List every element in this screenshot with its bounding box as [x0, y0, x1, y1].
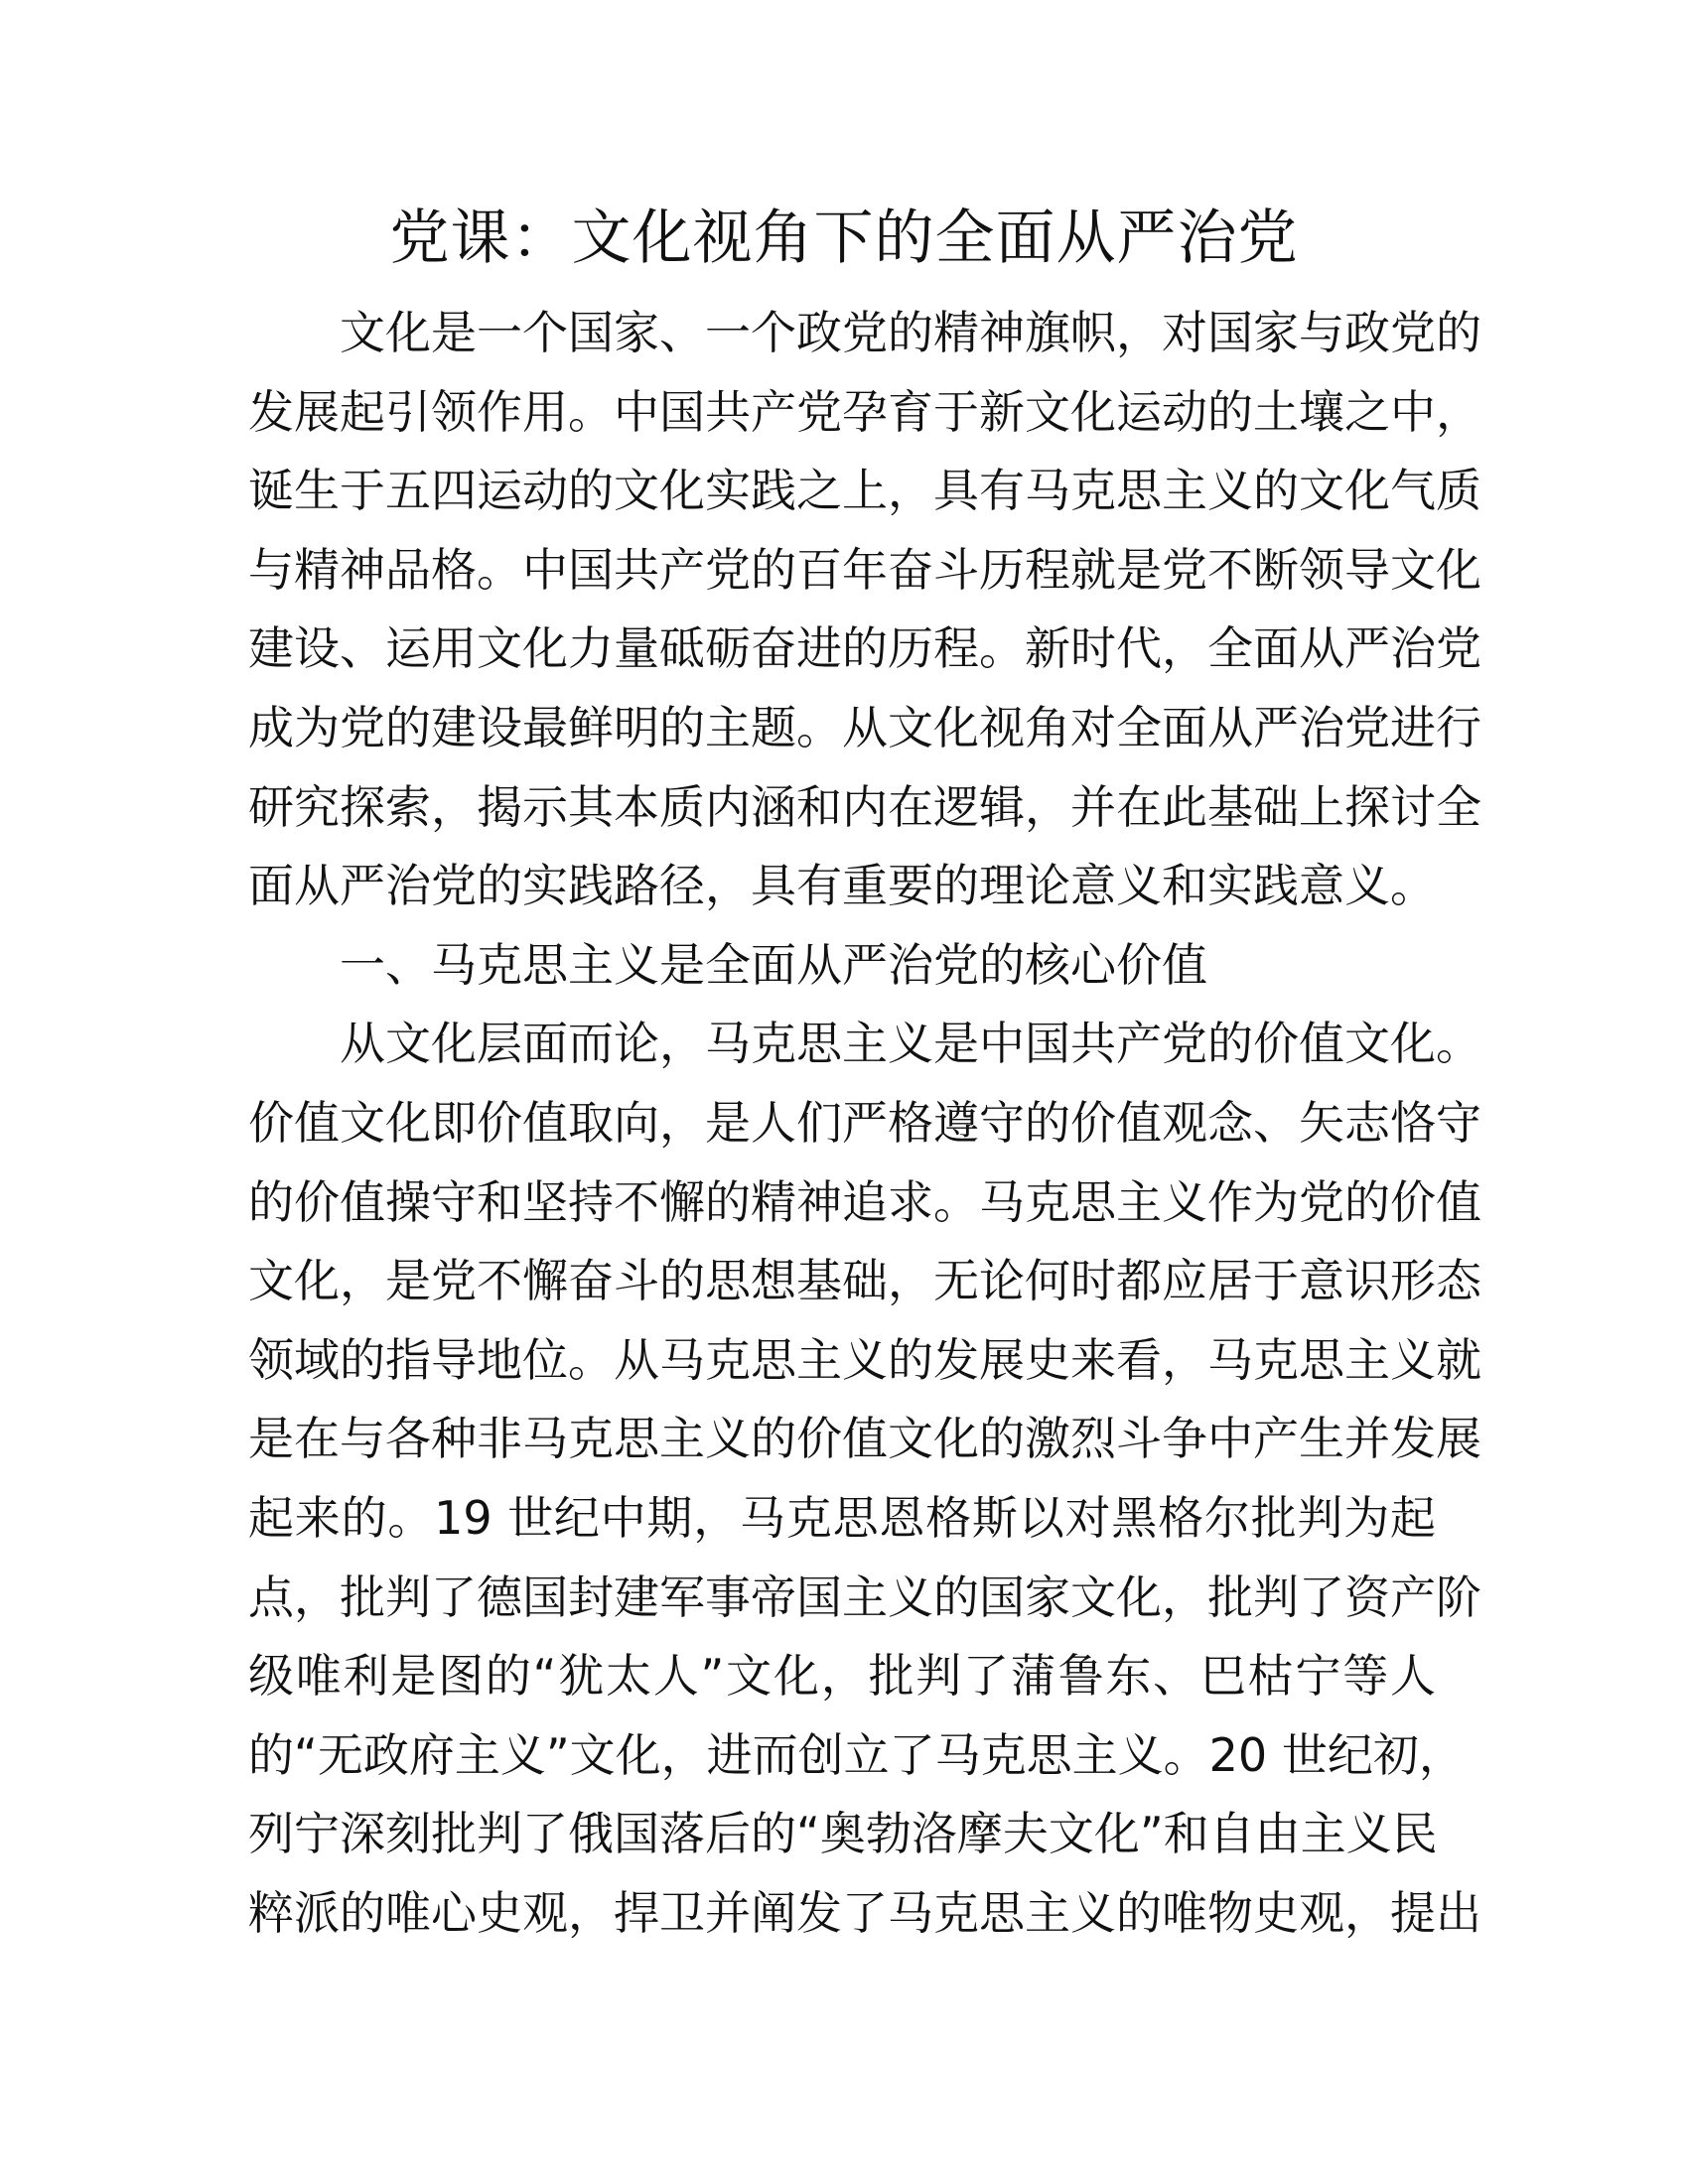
text-line: 成为党的建设最鲜明的主题。从文化视角对全面从严治党进行: [248, 700, 1481, 754]
section-heading: 一、马克思主义是全面从严治党的核心价值: [340, 937, 1207, 992]
text-line: 诞生于五四运动的文化实践之上，具有马克思主义的文化气质: [248, 464, 1481, 518]
page-title: 党课：文化视角下的全面从严治党: [389, 204, 1299, 273]
body-text: [248, 294, 1481, 1953]
text-line: 领域的指导地位。从马克思主义的发展史来看，马克思主义就: [248, 1332, 1481, 1387]
text-line: 是在与各种非马克思主义的价值文化的激烈斗争中产生并发展: [248, 1412, 1481, 1466]
text-line: 级唯利是图的“犹太人”文化，批判了蒲鲁东、巴枯宁等人: [248, 1649, 1436, 1704]
text-line: 建设、运用文化力量砥砺奋进的历程。新时代，全面从严治党: [248, 621, 1481, 676]
text-line: 发展起引领作用。中国共产党孕育于新文化运动的土壤之中，: [248, 384, 1481, 439]
text-line: 与精神品格。中国共产党的百年奋斗历程就是党不断领导文化: [248, 542, 1481, 597]
text-line: 研究探索，揭示其本质内涵和内在逻辑，并在此基础上探讨全: [248, 779, 1481, 834]
text-line: 的“无政府主义”文化，进而创立了马克思主义。20 世纪初，: [248, 1727, 1465, 1782]
text-line: 面从严治党的实践路径，具有重要的理论意义和实践意义。: [248, 859, 1436, 913]
text-line: 文化是一个国家、一个政党的精神旗帜，对国家与政党的: [340, 306, 1481, 359]
text-line: 文化，是党不懈奋斗的思想基础，无论何时都应居于意识形态: [248, 1254, 1481, 1308]
text-line: 的价值操守和坚持不懈的精神追求。马克思主义作为党的价值: [248, 1174, 1481, 1229]
text-line: 起来的。19 世纪中期，马克思恩格斯以对黑格尔批判为起: [248, 1490, 1436, 1545]
text-line: 列宁深刻批判了俄国落后的“奥勃洛摩夫文化”和自由主义民: [248, 1807, 1438, 1861]
text-line: 价值文化即价值取向，是人们严格遵守的价值观念、矢志恪守: [248, 1095, 1481, 1150]
text-line: 粹派的唯心史观，捍卫并阐发了马克思主义的唯物史观，提出: [248, 1885, 1481, 1940]
text-line: 点，批判了德国封建军事帝国主义的国家文化，批判了资产阶: [248, 1570, 1481, 1624]
text-line: 从文化层面而论，马克思主义是中国共产党的价值文化。: [340, 1017, 1481, 1071]
